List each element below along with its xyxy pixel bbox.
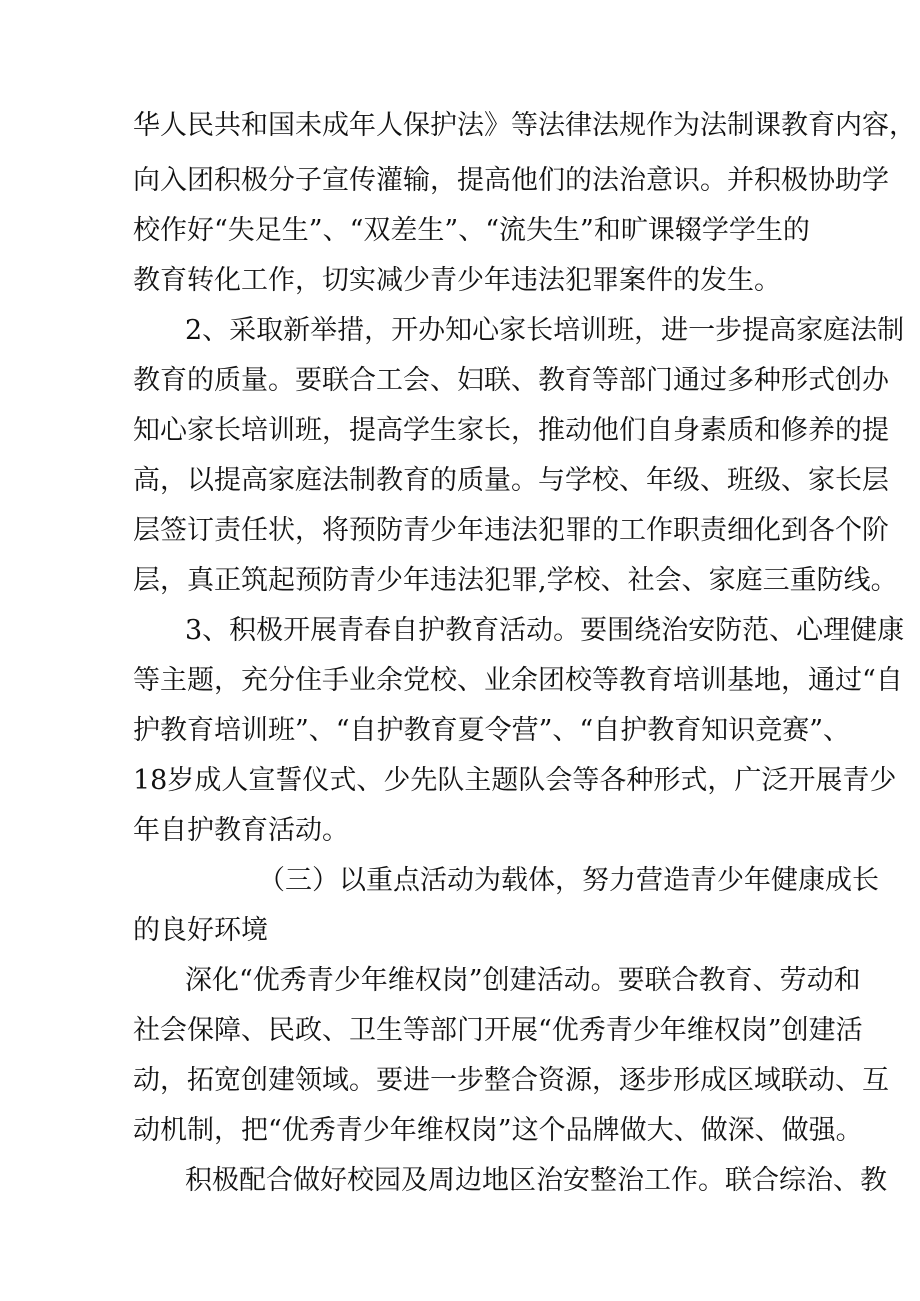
text-line: 3、积极开展青春自护教育活动。要围绕治安防范、心理健康 <box>185 615 905 646</box>
text-line: 动，拓宽创建领域。要进一步整合资源，逐步形成区域联动、互 <box>133 1065 889 1096</box>
text-line: 等主题，充分住手业余党校、业余团校等教育培训基地，通过“自 <box>133 665 903 696</box>
text-line: 社会保障、民政、卫生等部门开展“优秀青少年维权岗”创建活 <box>133 1015 863 1046</box>
text-line: 向入团积极分子宣传灌输，提高他们的法治意识。并积极协助学 <box>133 165 889 196</box>
text-line: 18岁成人宣誓仪式、少先队主题队会等各种形式，广泛开展青少 <box>133 765 897 796</box>
text-line: 深化“优秀青少年维权岗”创建活动。要联合教育、劳动和 <box>185 965 861 996</box>
text-line: 华人民共和国未成年人保护法》等法律法规作为法制课教育内容， <box>133 110 916 141</box>
text-line: 年自护教育活动。 <box>133 815 349 846</box>
section-heading: （三）以重点活动为载体，努力营造青少年健康成长 <box>258 865 879 896</box>
text-line: 积极配合做好校园及周边地区治安整治工作。联合综治、教 <box>185 1165 887 1196</box>
text-line: 层，真正筑起预防青少年违法犯罪,学校、社会、家庭三重防线。 <box>133 565 898 596</box>
text-line: 教育的质量。要联合工会、妇联、教育等部门通过多种形式创办 <box>133 365 889 396</box>
text-line: 动机制，把“优秀青少年维权岗”这个品牌做大、做深、做强。 <box>133 1115 863 1146</box>
text-line: 护教育培训班”、“自护教育夏令营”、“自护教育知识竞赛”、 <box>133 715 851 746</box>
text-line: 教育转化工作，切实减少青少年违法犯罪案件的发生。 <box>133 265 781 296</box>
text-line: 知心家长培训班，提高学生家长，推动他们自身素质和修养的提 <box>133 415 889 446</box>
text-line: 2、采取新举措，开办知心家长培训班，进一步提高家庭法制 <box>185 315 905 346</box>
text-line: 校作好“失足生”、“双差生”、“流失生”和旷课辍学学生的 <box>133 215 810 246</box>
section-heading-continuation: 的良好环境 <box>133 915 268 946</box>
text-line: 高，以提高家庭法制教育的质量。与学校、年级、班级、家长层 <box>133 465 889 496</box>
text-line: 层签订责任状，将预防青少年违法犯罪的工作职责细化到各个阶 <box>133 515 889 546</box>
